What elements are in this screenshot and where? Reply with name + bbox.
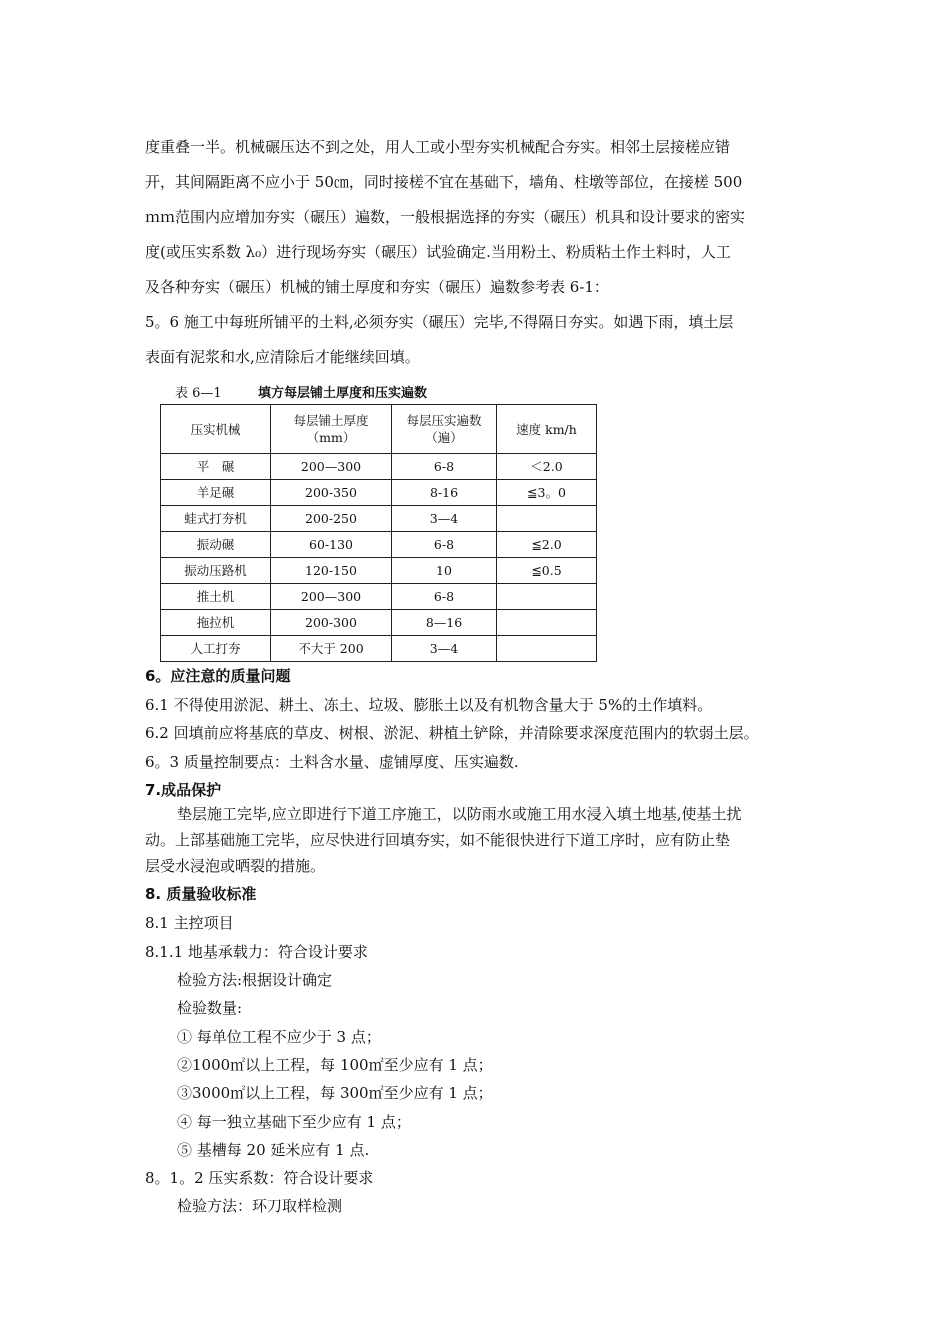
quantity-item: ① 每单位工程不应少于 3 点； bbox=[177, 1028, 381, 1046]
table-cell: 羊足碾 bbox=[161, 480, 271, 506]
table-cell: 6-8 bbox=[392, 532, 497, 558]
table-cell: 蛙式打夯机 bbox=[161, 506, 271, 532]
table-cell: 6-8 bbox=[392, 584, 497, 610]
section7-text-line: 动。上部基础施工完毕，应尽快进行回填夯实，如不能很快进行下道工序时，应有防止垫 bbox=[145, 831, 731, 849]
table-cell: ≦3。0 bbox=[497, 480, 597, 506]
table-cell: 不大于 200 bbox=[271, 636, 392, 662]
table-cell: 200—300 bbox=[271, 454, 392, 480]
table-cell: 振动碾 bbox=[161, 532, 271, 558]
table-header-row bbox=[161, 405, 597, 454]
section7-text-line: 层受水浸泡或晒裂的措施。 bbox=[145, 857, 326, 875]
section-heading-7: 7.成品保护 bbox=[145, 781, 222, 799]
table-header-cell bbox=[497, 405, 597, 454]
table-cell: 6-8 bbox=[392, 454, 497, 480]
table-cell: ≦0.5 bbox=[497, 558, 597, 584]
section-heading-8: 8. 质量验收标准 bbox=[145, 885, 257, 903]
header-text: 速度 km/h bbox=[516, 421, 577, 437]
quantity-item: ④ 每一独立基础下至少应有 1 点； bbox=[177, 1113, 411, 1131]
table-header-cell bbox=[161, 405, 271, 454]
table-header-cell bbox=[271, 405, 392, 454]
section6-item: 6.2 回填前应将基底的草皮、树根、淤泥、耕植土铲除，并清除要求深度范围内的软弱土层。 bbox=[145, 724, 759, 742]
table-cell: 10 bbox=[392, 558, 497, 584]
table-cell: 120-150 bbox=[271, 558, 392, 584]
inspection-quantity-label: 检验数量: bbox=[177, 999, 243, 1017]
item-8-1-1: 8.1.1 地基承载力：符合设计要求 bbox=[145, 943, 368, 961]
table-cell: 3—4 bbox=[392, 506, 497, 532]
table-header-cell bbox=[392, 405, 497, 454]
section-heading-6: 6。应注意的质量问题 bbox=[145, 667, 291, 685]
table-caption-title: 填方每层铺土厚度和压实遍数 bbox=[258, 386, 428, 401]
section7-text-line: 垫层施工完毕,应立即进行下道工序施工，以防雨水或施工用水浸入填土地基,使基土扰 bbox=[177, 805, 742, 823]
table-cell: 3—4 bbox=[392, 636, 497, 662]
section6-item: 6。3 质量控制要点：土料含水量、虚铺厚度、压实遍数. bbox=[145, 753, 519, 771]
table-row bbox=[161, 506, 597, 532]
table-cell: 平 碾 bbox=[161, 454, 271, 480]
table-cell: 8-16 bbox=[392, 480, 497, 506]
section6-item: 6.1 不得使用淤泥、耕土、冻土、垃圾、膨胀土以及有机物含量大于 5%的土作填料。 bbox=[145, 696, 713, 714]
table-cell bbox=[497, 636, 597, 662]
header-text: 每层压实遍数 bbox=[406, 413, 482, 428]
body-text-line: 度重叠一半。机械碾压达不到之处，用人工或小型夯实机械配合夯实。相邻土层接槎应错 bbox=[145, 138, 731, 156]
inspection-method: 检验方法:根据设计确定 bbox=[177, 971, 333, 989]
body-text-line: ｍｍ范围内应增加夯实（碾压）遍数，一般根据选择的夯实（碾压）机具和设计要求的密实 bbox=[145, 208, 746, 226]
quantity-item: ②1000㎡以上工程，每 100㎡至少应有 1 点； bbox=[177, 1056, 493, 1074]
inspection-method: 检验方法：环刀取样检测 bbox=[177, 1197, 343, 1215]
body-text-line: 及各种夯实（碾压）机械的铺土厚度和夯实（碾压）遍数参考表 6-1： bbox=[145, 278, 609, 296]
header-text: 每层铺土厚度 bbox=[293, 413, 369, 428]
table-cell bbox=[497, 506, 597, 532]
table-cell: 推土机 bbox=[161, 584, 271, 610]
table-cell: 200-350 bbox=[271, 480, 392, 506]
table-cell: 200-250 bbox=[271, 506, 392, 532]
table-cell bbox=[497, 584, 597, 610]
header-unit: （mm） bbox=[306, 430, 356, 445]
table-cell: 200-300 bbox=[271, 610, 392, 636]
table-cell bbox=[497, 610, 597, 636]
table-cell: 拖拉机 bbox=[161, 610, 271, 636]
table-cell: 60-130 bbox=[271, 532, 392, 558]
table-row bbox=[161, 532, 597, 558]
table-cell: 振动压路机 bbox=[161, 558, 271, 584]
table-row bbox=[161, 584, 597, 610]
table-row bbox=[161, 558, 597, 584]
table-row bbox=[161, 454, 597, 480]
body-text-line: 表面有泥浆和水,应清除后才能继续回填。 bbox=[145, 348, 420, 366]
table-cell: ≦2.0 bbox=[497, 532, 597, 558]
body-text-line: 开，其间隔距离不应小于 50㎝，同时接槎不宜在基础下，墙角、柱墩等部位，在接槎 500 bbox=[145, 173, 743, 191]
body-text-line: 5。6 施工中每班所铺平的土料,必须夯实（碾压）完毕,不得隔日夯实。如遇下雨，填土层 bbox=[145, 313, 734, 331]
subsection-8-1: 8.1 主控项目 bbox=[145, 914, 234, 932]
table-cell: ＜2.0 bbox=[497, 454, 597, 480]
quantity-item: ③3000㎡以上工程，每 300㎡至少应有 1 点； bbox=[177, 1084, 493, 1102]
table-cell: 人工打夯 bbox=[161, 636, 271, 662]
table-row bbox=[161, 636, 597, 662]
table-cell: 200—300 bbox=[271, 584, 392, 610]
header-unit: （遍） bbox=[425, 430, 463, 445]
item-8-1-2: 8。1。2 压实系数：符合设计要求 bbox=[145, 1169, 374, 1187]
compaction-table bbox=[160, 404, 597, 662]
quantity-item: ⑤ 基槽每 20 延米应有 1 点. bbox=[177, 1141, 370, 1159]
body-text-line: 度(或压实系数 λ₀）进行现场夯实（碾压）试验确定.当用粉土、粉质粘土作土料时，人工 bbox=[145, 243, 731, 261]
table-cell: 8—16 bbox=[392, 610, 497, 636]
table-caption-label: 表 6—1 bbox=[175, 386, 222, 401]
table-row bbox=[161, 610, 597, 636]
header-text: 压实机械 bbox=[190, 421, 241, 437]
table-row bbox=[161, 480, 597, 506]
